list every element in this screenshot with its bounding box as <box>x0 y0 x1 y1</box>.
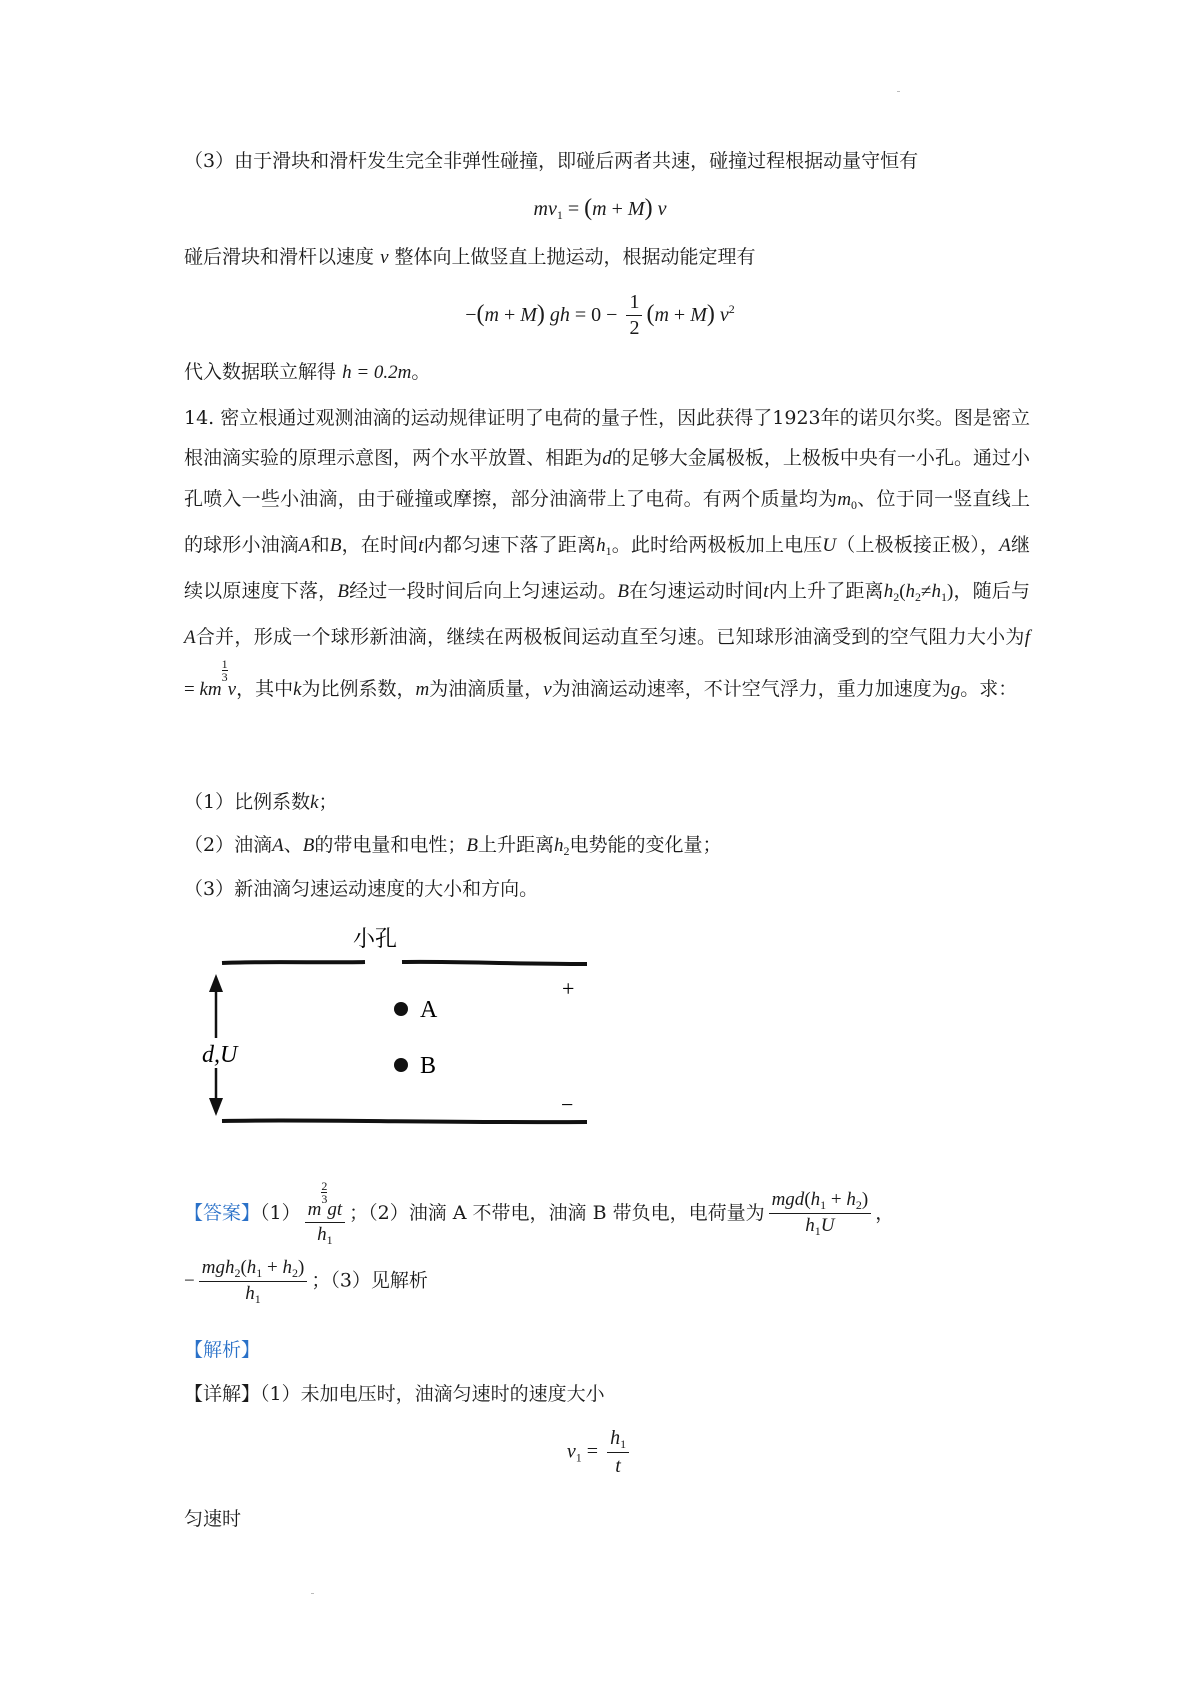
part3-intro: （3）由于滑块和滑杆发生完全非弹性碰撞，即碰后两者共速，碰撞过程根据动量守恒有 <box>184 150 919 172</box>
hole-label: 小孔 <box>352 926 398 951</box>
arrow-head-up <box>209 974 223 992</box>
answer-line-2: − $\frac{mgh_2(h_1 + h_2)}{h_1}$ ；（3）见解析 <box>184 1257 428 1306</box>
problem-14-statement: 14. 密立根通过观测油滴的运动规律证明了电荷的量子性，因此获得了1923年的诺贝尔奖。图是密立根油滴实验的原理示意图，两个水平放置、相距为d的足够大金属极板，上极板中央有一小孔。通过小孔喷入一些小油滴，由于碰撞或摩擦，部分油滴带上了电荷。有两个质量均为$m_0$、位于同一竖直线上的球形小油滴A和B，在时间t内都匀速下落了距离$h_1$。此时给两极板加上电压U（上极板接正极），A继续以原速度下落，B经过一段时间后向上匀速运动。B在匀速运动时间t内上升了距离$h_2(h_2\ne h_1)$，随后与A合并，形成一个球形新油滴，继续在两极板间运动直至匀速。已知球形油滴受到的空气阻力大小为f = km $^{\frac{1}{3}}$ v，其中k为比例系数，m为油滴质量，v为油滴运动速率，不计空气浮力，重力加速度为g。求： <box>184 407 1030 700</box>
oil-drop-b <box>394 1058 408 1072</box>
plus-sign: + <box>562 976 575 1001</box>
drop-a-label: A <box>420 997 438 1023</box>
scan-speck <box>897 91 900 92</box>
result-line: 代入数据联立解得 h = 0.2m。 <box>184 361 431 383</box>
gap-label: d,U <box>202 1042 238 1068</box>
after-collision-text: 碰后滑块和滑杆以速度 v 整体向上做竖直上抛运动，根据动能定理有 <box>184 246 756 268</box>
oil-drop-a <box>394 1002 408 1016</box>
question-3: （3）新油滴匀速运动速度的大小和方向。 <box>184 878 539 900</box>
upper-plate-right <box>402 962 587 964</box>
detail-line: 【详解】（1）未加电压时，油滴匀速时的速度大小 <box>184 1383 605 1405</box>
momentum-equation: $mv_1 = (m + M)$ v <box>533 195 667 222</box>
scan-speck <box>311 1593 314 1594</box>
result-value: h = 0.2m <box>342 362 412 383</box>
velocity-equation: $v_1$ = $\frac{h_1}{t}$ <box>0 1425 1200 1479</box>
answer-2-energy-formula: $\frac{mgh_2(h_1 + h_2)}{h_1}$ <box>199 1256 308 1307</box>
millikan-diagram <box>190 920 610 1150</box>
drag-force-formula: f = km $^{\frac{1}{3}}$ v <box>184 627 1030 700</box>
answer-1-formula: m $^{\frac{2}{3}}$ gt $h_1$ <box>305 1180 346 1248</box>
last-line: 匀速时 <box>184 1508 242 1530</box>
lower-plate <box>222 1120 587 1122</box>
minus-sign: − <box>561 1092 574 1117</box>
answer-tag: 【答案】 <box>184 1201 261 1224</box>
question-2: （2）油滴A、B的带电量和电性；B上升距离$h_2$电势能的变化量； <box>184 834 722 858</box>
answer-line: 【答案】（1） m $^{\frac{2}{3}}$ gt $h_1$ ；（2）油滴 A 不带电，油滴 B 带负电，电荷量为 $\frac{mgd(h_1 + h_2)}{h_1U}$ ， <box>184 1179 895 1247</box>
analysis-tag: 【解析】 <box>184 1339 261 1361</box>
detail-tag: 【详解】 <box>184 1383 261 1405</box>
arrow-head-down <box>209 1098 223 1116</box>
answer-2-charge-formula: $\frac{mgd(h_1 + h_2)}{h_1U}$ <box>769 1188 872 1239</box>
question-1: （1）比例系数k； <box>184 791 338 813</box>
energy-equation: −(m + M) gh = 0 − $\frac{1}{2}$ (m + M) $v^2$ <box>465 291 735 339</box>
upper-plate <box>222 962 365 963</box>
drop-b-label: B <box>420 1053 437 1079</box>
